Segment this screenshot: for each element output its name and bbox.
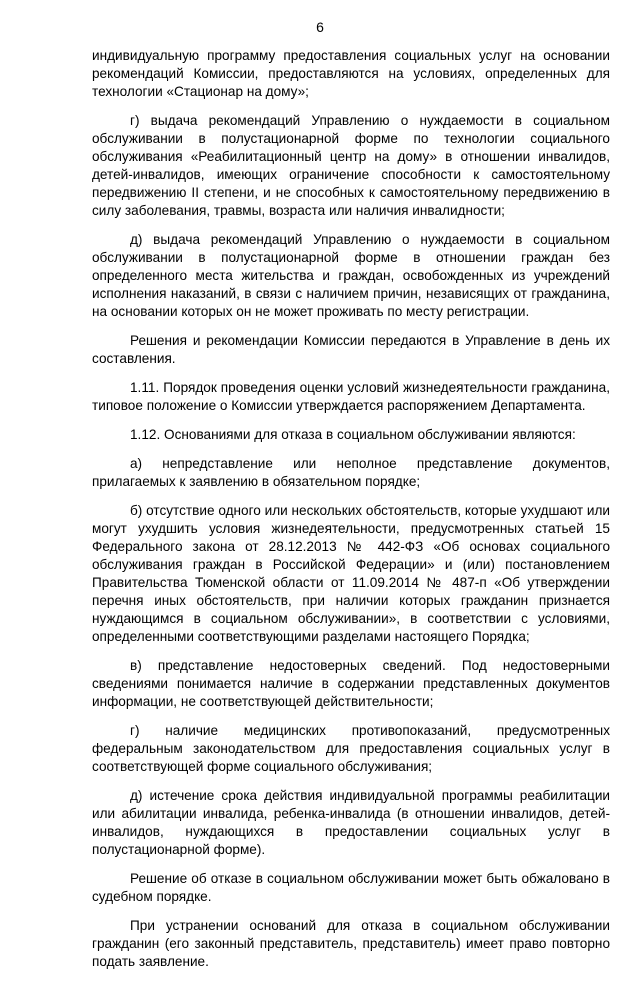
paragraph-refusal-d: д) истечение срока действия индивидуальной программы реабилитации или абилитации инвалида, ребенка-инвалида (в отношении инвалидов, детей-инвалидов, нуждающихся в предоставлении социальных услуг в полустационарной форме). [92,788,610,857]
paragraph-item-d-homeless: д) выдача рекомендаций Управлению о нуждаемости в социальном обслуживании в полустационарной форме в отношении граждан без определенного места жительства и граждан, освобожденных из учреждений исполнения наказаний, в связи с наличием причин, независящих от гражданина, на основании которых он не может проживать по месту регистрации. [92,232,610,319]
paragraph-reapply: При устранении оснований для отказа в социальном обслуживании гражданин (его законный представитель, представитель) имеет право повторно подать заявление. [92,918,610,969]
paragraph-item-g-rehab-center: г) выдача рекомендаций Управлению о нуждаемости в социальном обслуживании в полустационарной форме по технологии социального обслуживания «Реабилитационный центр на дому» в отношении инвалидов, детей-инвалидов, имеющих ограничение способности к самостоятельному передвижению II степени, и не способных к самостоятельному передвижению в силу заболевания, травмы, возраста или наличия инвалидности; [92,113,610,218]
paragraph-appeal: Решение об отказе в социальном обслуживании может быть обжаловано в судебном порядке. [92,871,610,904]
paragraph-refusal-a: а) непредставление или неполное представление документов, прилагаемых к заявлению в обязательном порядке; [92,456,610,489]
paragraph-1-11: 1.11. Порядок проведения оценки условий жизнедеятельности гражданина, типовое положение о Комиссии утверждается распоряжением Департамента. [92,380,610,413]
paragraph-commission-decisions: Решения и рекомендации Комиссии передаются в Управление в день их составления. [92,333,610,366]
paragraph-refusal-v: в) представление недостоверных сведений. Под недостоверными сведениями понимается наличие в содержании представленных документов информации, не соответствующей действительности; [92,658,610,709]
paragraph-refusal-b: б) отсутствие одного или нескольких обстоятельств, которые ухудшают или могут ухудшить условия жизнедеятельности, предусмотренных статьей 15 Федерального закона от 28.12.2013 № 442-ФЗ «Об основах социального обслуживания граждан в Российской Федерации» и (или) постановлением Правительства Тюменской области от 11.09.2014 № 487-п «Об утверждении перечня иных обстоятельств, при наличии которых гражданин признается нуждающимся в социальном обслуживании», в соответствии с условиями, определенными соответствующими разделами настоящего Порядка; [92,503,610,644]
paragraph-1-12: 1.12. Основаниями для отказа в социальном обслуживании являются: [130,427,576,442]
paragraph-refusal-g: г) наличие медицинских противопоказаний, предусмотренных федеральным законодательством для предоставления социальных услуг в соответствующей форме социального обслуживания; [92,723,610,774]
document-body [92,47,610,982]
page-number: 6 [316,19,324,35]
paragraph-continuation: индивидуальную программу предоставления социальных услуг на основании рекомендаций Комиссии, предоставляются на условиях, определенных для технологии «Стационар на дому»; [92,48,610,99]
